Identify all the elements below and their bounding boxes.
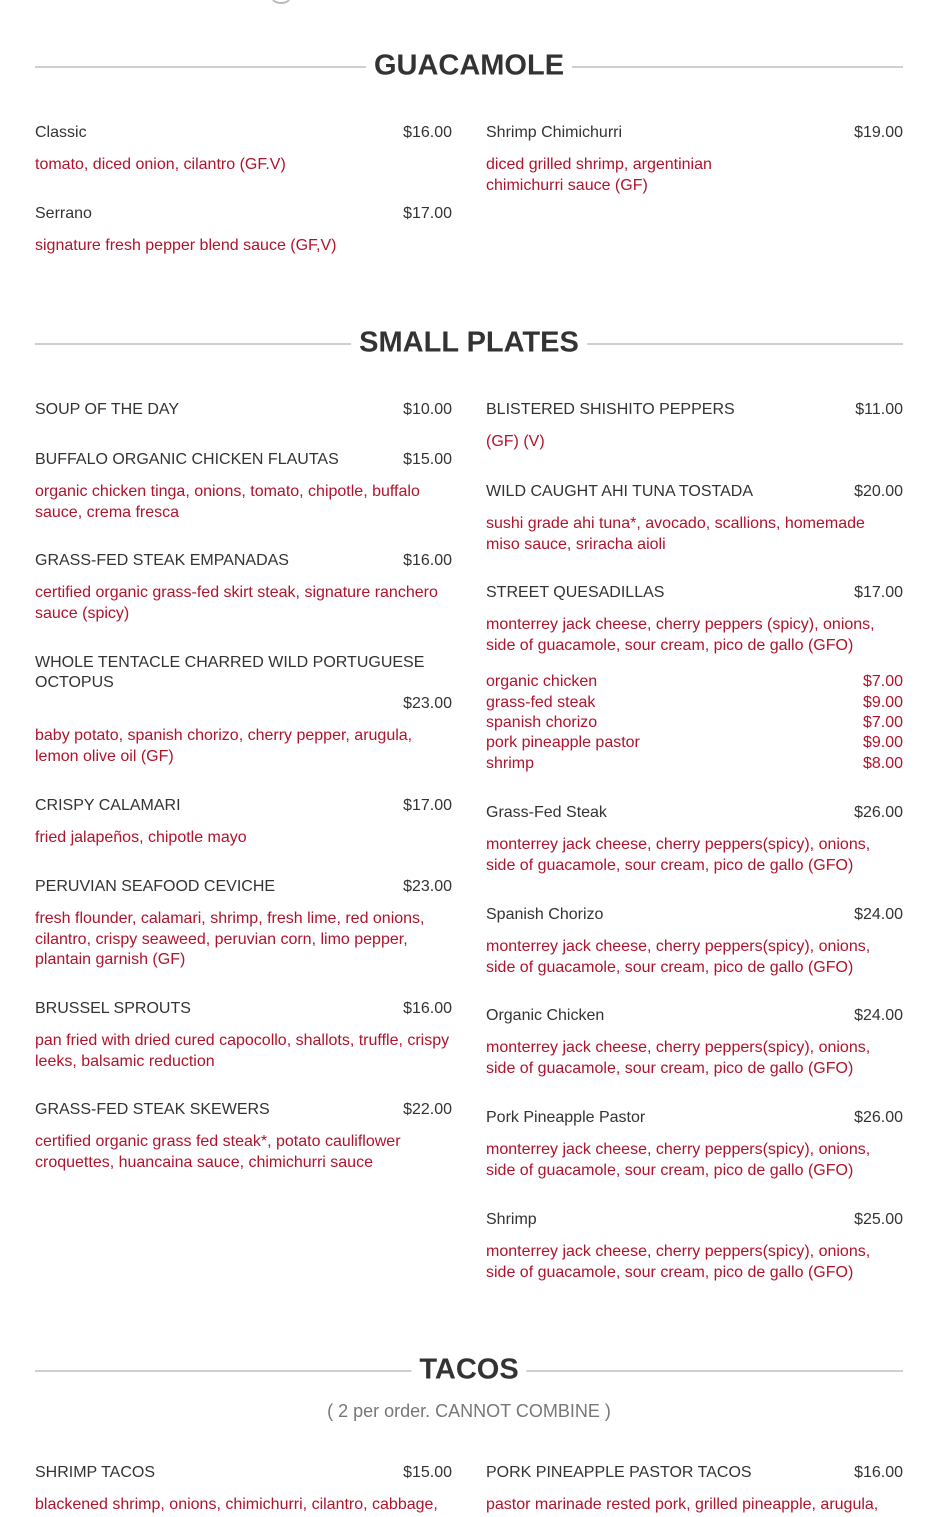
option-price: $7.00 [862, 673, 903, 691]
item-description: monterrey jack cheese, cherry peppers(spicy), onions, side of guacamole, sour cream, pico de gallo (GFO) [486, 1039, 871, 1077]
section-header-tacos [35, 1350, 903, 1390]
menu-item [35, 999, 452, 1072]
item-description: baby potato, spanish chorizo, cherry pepper, arugula, lemon olive oil (GF) [35, 727, 413, 765]
section-title: GUACAMOLE [366, 50, 572, 83]
item-description: organic chicken tinga, onions, tomato, chipotle, buffalo sauce, crema fresca [35, 483, 420, 521]
item-price: $25.00 [854, 1211, 903, 1228]
option-price: $7.00 [862, 714, 903, 731]
item-description: certified organic grass-fed skirt steak, signature ranchero sauce (spicy) [35, 584, 438, 622]
item-description: monterrey jack cheese, cherry peppers(spicy), onions, side of guacamole, sour cream, pico de gallo (GFO) [486, 1243, 871, 1281]
item-description: fried jalapeños, chipotle mayo [35, 829, 247, 846]
item-name: GRASS-FED STEAK SKEWERS [35, 1101, 270, 1118]
item-price: $11.00 [855, 401, 903, 418]
section-subtitle: ( 2 per order. CANNOT COMBINE ) [327, 1401, 611, 1421]
option-row [486, 693, 903, 713]
menu-item [35, 877, 452, 971]
item-description: pan fried with dried cured capocollo, shallots, truffle, crispy leeks, balsamic reduction [35, 1032, 450, 1070]
menu-item [486, 803, 903, 876]
item-name: BUFFALO ORGANIC CHICKEN FLAUTAS [35, 451, 339, 468]
option-label: organic chicken [486, 673, 598, 691]
item-price: $16.00 [403, 124, 452, 141]
item-name: SHRIMP TACOS [35, 1464, 156, 1481]
item-name: SOUP OF THE DAY [35, 401, 180, 418]
option-label: shrimp [486, 754, 535, 772]
item-name: Spanish Chorizo [486, 906, 604, 923]
add-on-options [486, 672, 903, 774]
item-price: $23.00 [403, 878, 452, 895]
item-price: $26.00 [854, 804, 903, 821]
item-price: $22.00 [403, 1101, 452, 1118]
option-row [486, 713, 903, 733]
item-name: Grass-Fed Steak [486, 804, 607, 821]
item-name: STREET QUESADILLAS [486, 584, 665, 601]
menu-item [35, 1100, 452, 1173]
menu-item [486, 583, 903, 774]
item-name: Pork Pineapple Pastor [486, 1109, 646, 1126]
item-description: diced grilled shrimp, argentinian chimichurri sauce (GF) [486, 156, 712, 194]
item-price: $26.00 [854, 1109, 903, 1126]
option-price: $9.00 [862, 734, 903, 752]
section-header-guacamole [35, 46, 903, 86]
cut-off-glyph [272, 0, 290, 4]
item-price: $15.00 [403, 1464, 452, 1481]
menu-item [486, 1463, 903, 1516]
menu-item [486, 1210, 903, 1283]
section-title: SMALL PLATES [351, 327, 587, 360]
item-price: $17.00 [403, 205, 452, 222]
item-description: certified organic grass fed steak*, potato cauliflower croquettes, huancaina sauce, chimichurri sauce [35, 1133, 401, 1171]
item-name: BRUSSEL SPROUTS [35, 1000, 191, 1017]
item-name: Shrimp Chimichurri [486, 124, 623, 141]
item-price: $24.00 [854, 906, 903, 923]
item-price: $16.00 [403, 552, 452, 569]
option-label: spanish chorizo [486, 714, 598, 731]
menu-item [35, 204, 452, 257]
option-price: $9.00 [862, 693, 903, 711]
menu-item [486, 482, 903, 555]
item-price: $16.00 [854, 1464, 903, 1481]
option-price: $8.00 [862, 754, 903, 772]
item-name: PORK PINEAPPLE PASTOR TACOS [486, 1464, 752, 1481]
item-price: $10.00 [403, 401, 452, 418]
item-price: $16.00 [403, 1000, 452, 1017]
item-description: monterrey jack cheese, cherry peppers(spicy), onions, side of guacamole, sour cream, pico de gallo (GFO) [486, 938, 871, 976]
item-price: $15.00 [403, 451, 452, 468]
menu-item [486, 905, 903, 978]
option-label: grass-fed steak [486, 693, 596, 711]
item-description: sushi grade ahi tuna*, avocado, scallions, homemade miso sauce, sriracha aioli [486, 515, 865, 553]
option-label: pork pineapple pastor [486, 734, 640, 752]
menu-item [35, 1463, 452, 1516]
item-description: signature fresh pepper blend sauce (GF,V) [35, 237, 337, 254]
item-name: BLISTERED SHISHITO PEPPERS [486, 401, 735, 418]
item-price: $17.00 [403, 797, 452, 814]
section-title: TACOS [411, 1354, 526, 1387]
item-description: fresh flounder, calamari, shrimp, fresh lime, red onions, cilantro, crispy seaweed, peruvian corn, limo pepper, plantain garnish (GF) [35, 910, 425, 969]
item-name: CRISPY CALAMARI [35, 797, 181, 814]
option-row [486, 672, 903, 692]
menu-item [486, 1108, 903, 1181]
menu-item [35, 653, 452, 767]
item-description: (GF) (V) [486, 433, 545, 450]
item-name: PERUVIAN SEAFOOD CEVICHE [35, 878, 276, 895]
item-name: Classic [35, 124, 87, 141]
item-price: $17.00 [854, 584, 903, 601]
item-description: monterrey jack cheese, cherry peppers(spicy), onions, side of guacamole, sour cream, pico de gallo (GFO) [486, 1141, 871, 1179]
item-description: monterrey jack cheese, cherry peppers (spicy), onions, side of guacamole, sour cream, pico de gallo (GFO) [486, 616, 875, 654]
menu-item [486, 400, 903, 453]
menu-item [486, 1006, 903, 1079]
item-name: WHOLE TENTACLE CHARRED WILD PORTUGUESE OCTOPUS [35, 654, 425, 691]
menu-item [35, 551, 452, 624]
menu-item [486, 123, 903, 196]
item-description: blackened shrimp, onions, chimichurri, cilantro, cabbage, [35, 1496, 438, 1513]
menu-item [35, 450, 452, 523]
item-name: GRASS-FED STEAK EMPANADAS [35, 552, 289, 569]
item-name: Serrano [35, 205, 92, 222]
item-description: monterrey jack cheese, cherry peppers(spicy), onions, side of guacamole, sour cream, pico de gallo (GFO) [486, 836, 871, 874]
item-name: WILD CAUGHT AHI TUNA TOSTADA [486, 483, 754, 500]
item-description: pastor marinade rested pork, grilled pineapple, arugula, [486, 1496, 879, 1513]
item-price: $23.00 [403, 695, 452, 712]
item-name: Organic Chicken [486, 1007, 605, 1024]
item-price: $19.00 [854, 124, 903, 141]
menu-item [35, 400, 452, 420]
item-price: $24.00 [854, 1007, 903, 1024]
item-description: tomato, diced onion, cilantro (GF.V) [35, 156, 286, 173]
option-row [486, 754, 903, 774]
section-header-small-plates [35, 323, 903, 363]
item-price: $20.00 [854, 483, 903, 500]
menu-item [35, 796, 452, 849]
menu-item [35, 123, 452, 176]
item-name: Shrimp [486, 1211, 537, 1228]
option-row [486, 733, 903, 753]
